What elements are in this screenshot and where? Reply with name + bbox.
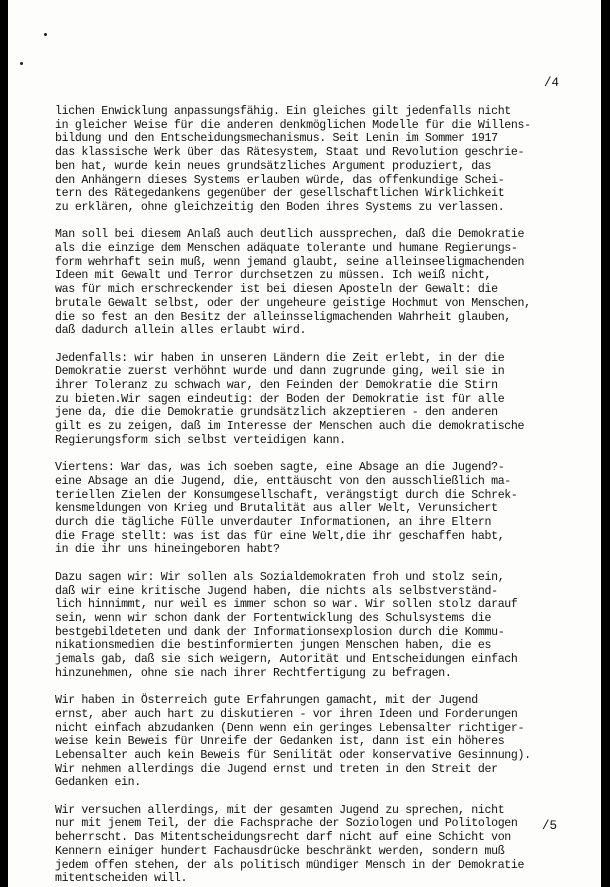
text-line: daß dadurch allein alles erlaubt wird. — [55, 324, 307, 338]
text-line: daß wir eine kritische Jugend haben, die nichts als selbstverständ- — [55, 584, 498, 598]
body-text — [55, 105, 595, 887]
text-line: zu bieten.Wir sagen eindeutig: der Boden der Demokratie ist für alle — [55, 392, 505, 406]
text-line: tern des Rätegedankens gegenüber der gesellschaftlichen Wirklichkeit — [55, 187, 505, 201]
text-line: hinzunehmen, ohne sie nach ihrer Rechtfertigung zu befragen. — [55, 666, 452, 680]
text-line: beherrscht. Das Mitentscheidungsrecht darf nicht auf eine Schicht von — [55, 831, 511, 845]
paragraph — [55, 228, 595, 338]
text-line: jedem offen stehen, der als politisch mündiger Mensch in der Demokratie — [55, 858, 525, 872]
text-line: Wir versuchen allerdings, mit der gesamten Jugend zu sprechen, nicht — [55, 803, 505, 817]
text-line: ernst, aber auch hart zu diskutieren - vor ihren Ideen und Forderungen — [55, 707, 518, 721]
text-line: sein, wenn wir schon dank der Fortentwicklung des Schulsystems die — [55, 611, 492, 625]
text-line: nicht einfach abzudanken (Denn wenn ein geringes Lebensalter richtiger- — [55, 721, 525, 735]
paragraph — [55, 461, 595, 557]
text-line: ihrer Toleranz zu schwach war, den Feinden der Demokratie die Stirn — [55, 379, 498, 393]
text-line: teriellen Zielen der Konsumgesellschaft, verängstigt durch die Schrek- — [55, 488, 518, 502]
text-line: jemals gab, daß sie sich weigern, Autorität und Entscheidungen einfach — [55, 653, 518, 667]
text-line: bildung und den Entscheidungsmechanismus. Seit Lenin im Sommer 1917 — [55, 132, 498, 146]
text-line: als die einzige dem Menschen adäquate tolerante und humane Regierungs- — [55, 242, 518, 256]
scan-speck — [20, 62, 23, 65]
paragraph — [55, 694, 595, 790]
text-line: was für mich erschreckender ist bei diesen Aposteln der Gewalt: die — [55, 283, 498, 297]
text-line: lichen Enwicklung anpassungsfähig. Ein gleiches gilt jedenfalls nicht — [55, 105, 511, 118]
text-line: kensmeldungen von Krieg und Brutalität aus aller Welt, Verunsichert — [55, 502, 498, 516]
text-line: durch die tägliche Fülle unverdauter Informationen, an ihre Eltern — [55, 516, 492, 530]
paragraph — [55, 105, 595, 215]
text-line: nikationsmedien die bestinformierten jungen Menschen haben, die es — [55, 639, 492, 653]
text-line: in die ihr uns hineingeboren habt? — [55, 543, 280, 557]
text-line: weise kein Beweis für Unreife der Gedanken ist, dann ist ein höheres — [55, 735, 505, 749]
document-page — [8, 0, 601, 887]
text-line: Wir haben in Österreich gute Erfahrungen gamacht, mit der Jugend — [55, 694, 478, 708]
text-line: die Frage stellt: was ist das für eine Welt,die ihr geschaffen habt, — [55, 529, 505, 543]
text-line: Dazu sagen wir: Wir sollen als Sozialdemokraten froh und stolz sein, — [55, 570, 505, 584]
text-line: eine Absage an die Jugend, die, enttäuscht von den ausschließlich ma- — [55, 474, 511, 488]
paragraph — [55, 352, 595, 448]
text-line: Viertens: War das, was ich soeben sagte, eine Absage an die Jugend?- — [55, 461, 505, 475]
text-line: form wehrhaft sein muß, wenn jemand glaubt, seine alleinseeligmachenden — [55, 255, 525, 269]
scan-speck — [44, 33, 47, 36]
text-line: Kennern einiger hundert Fachausdrücke beschränkt werden, sondern muß — [55, 844, 505, 858]
text-line: Jedenfalls: wir haben in unseren Ländern die Zeit erlebt, in der die — [55, 351, 505, 365]
text-line: Regierungsform sich selbst verteidigen kann. — [55, 433, 346, 447]
text-line: Lebensalter auch kein Beweis für Senilität oder konservative Gesinnung). — [55, 748, 531, 762]
text-line: lich hinnimmt, nur weil es immer schon so war. Wir sollen stolz darauf — [55, 598, 518, 612]
text-line: bestgebildeteten und dank der Informationsexplosion durch die Kommu- — [55, 625, 505, 639]
text-line: das klassische Werk über das Rätesystem, Staat und Revolution geschrie- — [55, 146, 525, 160]
text-line: die so fest an den Besitz der alleinsseligmachenden Wahrheit glauben, — [55, 310, 511, 324]
text-line: brutale Gewalt selbst, oder der ungeheure geistige Hochmut von Menschen, — [55, 296, 531, 310]
text-line: Gedanken ein. — [55, 776, 141, 790]
text-line: Demokratie zuerst verhöhnt wurde und dann zugrunde ging, weil sie in — [55, 365, 505, 379]
page-number-bottom: /5 — [541, 819, 557, 833]
paragraph — [55, 571, 595, 681]
paragraph — [55, 804, 595, 886]
text-line: mitentscheiden will. — [55, 872, 188, 886]
text-line: Wir nehmen allerdings die Jugend ernst und treten in den Streit der — [55, 762, 498, 776]
text-line: jene da, die die Demokratie grundsätzlich akzeptieren - den anderen — [55, 406, 498, 420]
text-line: nur mit jenem Teil, der die Fachsprache der Soziologen und Politologen — [55, 817, 518, 831]
text-line: Man soll bei diesem Anlaß auch deutlich aussprechen, daß die Demokratie — [55, 228, 525, 242]
text-line: ben hat, wurde kein neues grundsätzliches Argument produziert, das — [55, 159, 492, 173]
text-line: Ideen mit Gewalt und Terror durchsetzen zu müssen. Ich weiß nicht, — [55, 269, 492, 283]
text-line: den Anhängern dieses Systems erlauben würde, das offenkundige Schei- — [55, 173, 505, 187]
text-line: in gleicher Weise für die anderen denkmöglichen Modelle für die Willens- — [55, 118, 531, 132]
page-number-top: /4 — [543, 76, 559, 90]
text-line: gilt es zu zeigen, daß im Interesse der Menschen auch die demokratische — [55, 420, 525, 434]
text-line: zu erklären, ohne gleichzeitig den Boden ihres Systems zu verlassen. — [55, 200, 505, 214]
